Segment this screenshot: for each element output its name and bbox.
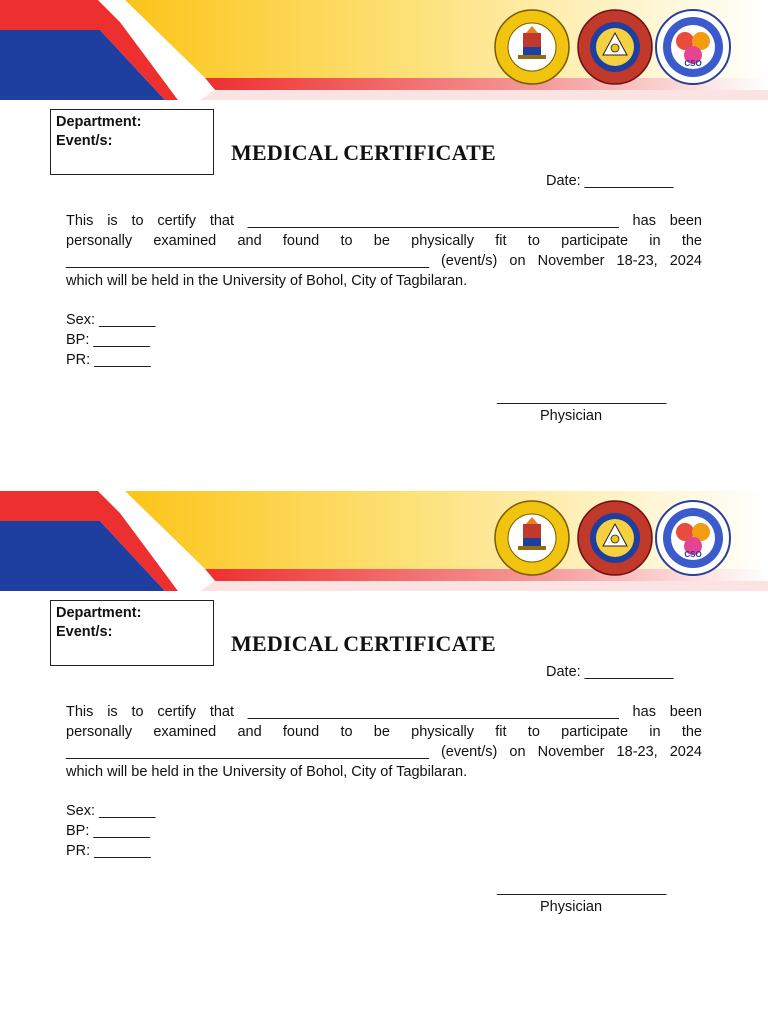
medical-certificate-1 xyxy=(0,0,768,491)
supreme-student-government-seal-icon xyxy=(577,500,653,576)
cso-seal-icon xyxy=(655,9,731,85)
body-line-4: which will be held in the University of Bohol, City of Tagbilaran. xyxy=(66,764,468,780)
certificate-title: MEDICAL CERTIFICATE xyxy=(231,140,496,165)
bp-field: BP: _______ xyxy=(66,823,150,839)
vital-fields xyxy=(66,801,156,861)
bp-field: BP: _______ xyxy=(66,332,150,348)
university-of-bohol-seal-icon xyxy=(494,500,570,576)
body-line-1: This is to certify that ______________________________________________ has been xyxy=(66,213,702,229)
signature-line: _____________________ xyxy=(497,880,667,896)
pr-field: PR: _______ xyxy=(66,843,151,859)
physician-label: Physician xyxy=(540,408,603,424)
sex-field: Sex: _______ xyxy=(66,312,156,328)
medical-certificate-2 xyxy=(0,491,768,982)
header-banner xyxy=(0,0,768,100)
events-label: Event/s: xyxy=(56,133,113,149)
vital-fields xyxy=(66,310,156,370)
cso-seal-icon xyxy=(655,500,731,576)
body-line-3: _____________________________________________ (event/s) on November 18-23, 2024 xyxy=(66,253,702,269)
certificate-title: MEDICAL CERTIFICATE xyxy=(231,631,496,656)
supreme-student-government-seal-icon xyxy=(577,9,653,85)
body-line-2: personally examined and found to be physically fit to participate in the xyxy=(66,724,702,740)
svg-text:CSO: CSO xyxy=(684,59,702,68)
body-line-2: personally examined and found to be physically fit to participate in the xyxy=(66,233,702,249)
header-banner xyxy=(0,491,768,591)
date-field: Date: ___________ xyxy=(546,664,674,680)
department-event-box xyxy=(50,600,214,666)
department-label: Department: xyxy=(56,114,142,130)
department-label: Department: xyxy=(56,605,142,621)
body-line-3: _____________________________________________ (event/s) on November 18-23, 2024 xyxy=(66,744,702,760)
date-field: Date: ___________ xyxy=(546,173,674,189)
university-of-bohol-seal-icon xyxy=(494,9,570,85)
body-line-1: This is to certify that ______________________________________________ has been xyxy=(66,704,702,720)
signature-line: _____________________ xyxy=(497,389,667,405)
body-line-4: which will be held in the University of Bohol, City of Tagbilaran. xyxy=(66,273,468,289)
physician-label: Physician xyxy=(540,899,603,915)
sex-field: Sex: _______ xyxy=(66,803,156,819)
events-label: Event/s: xyxy=(56,624,113,640)
svg-text:CSO: CSO xyxy=(684,550,702,559)
department-event-box xyxy=(50,109,214,175)
pr-field: PR: _______ xyxy=(66,352,151,368)
certification-text xyxy=(66,702,702,782)
certification-text xyxy=(66,211,702,291)
